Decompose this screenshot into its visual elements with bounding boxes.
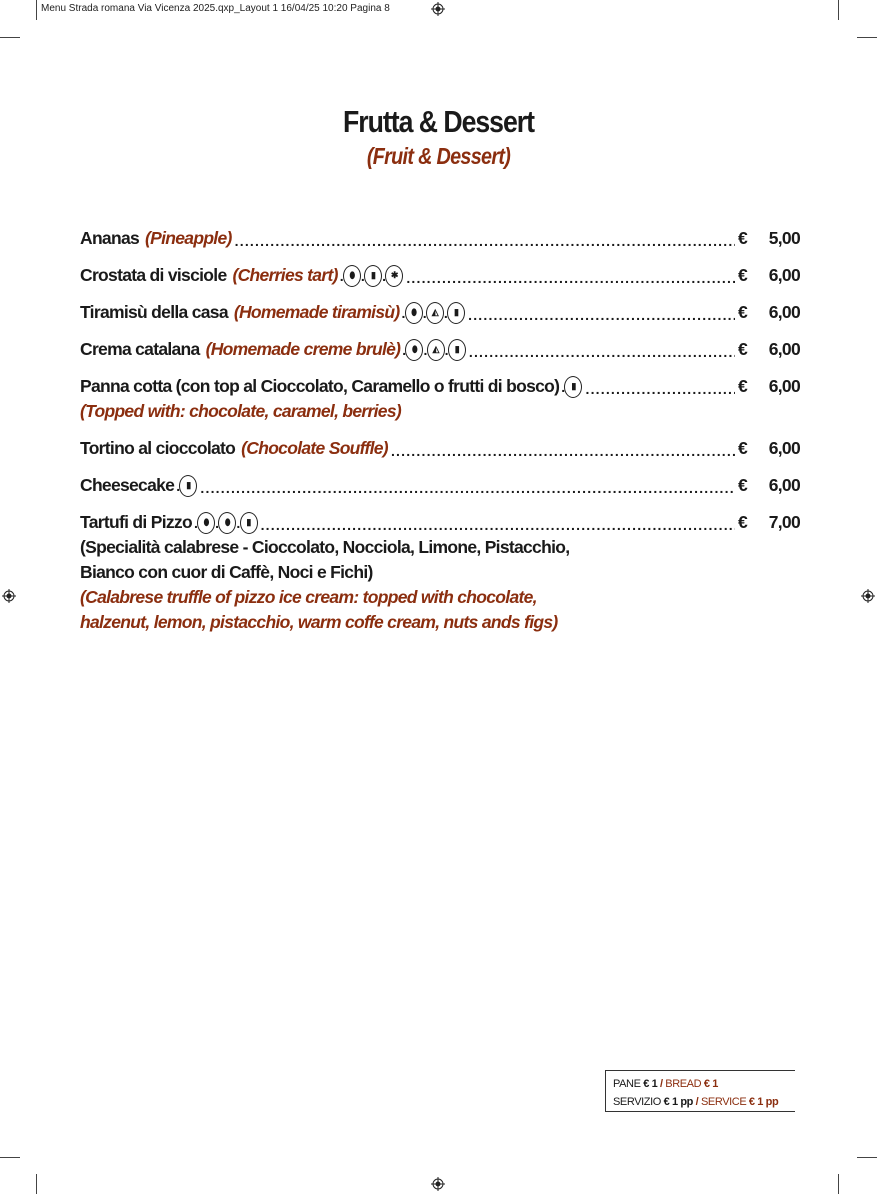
milk-bottle-icon: ▮ xyxy=(364,265,382,287)
menu-item-price: 6,00 xyxy=(768,302,800,322)
dot-separator: . xyxy=(193,514,198,531)
menu-item-description: (Specialità calabrese - Cioccolato, Nocciola, Limone, Pistacchio, xyxy=(80,537,570,557)
menu-item xyxy=(80,436,800,461)
currency-symbol: € xyxy=(738,376,748,396)
menu-item-line xyxy=(80,473,800,498)
menu-item-english-description: (Topped with: chocolate, caramel, berries) xyxy=(80,401,402,421)
egg-icon: ⬮ xyxy=(405,339,423,361)
currency-symbol: € xyxy=(738,265,748,285)
dot-separator: . xyxy=(444,341,448,358)
menu-item xyxy=(80,226,800,251)
crop-mark xyxy=(36,1174,37,1194)
menu-item-name: Crostata di visciole xyxy=(80,265,227,285)
currency-symbol: € xyxy=(738,512,748,532)
menu-item-price: 6,00 xyxy=(768,339,800,359)
menu-item-line xyxy=(80,226,800,251)
registration-mark-icon xyxy=(2,589,16,603)
currency-symbol: € xyxy=(738,302,748,322)
menu-item-english-name: (Cherries tart) xyxy=(232,265,338,285)
menu-item xyxy=(80,473,800,498)
allergen-icons xyxy=(561,376,582,398)
dot-separator: . xyxy=(422,304,426,321)
allergen-icons xyxy=(402,339,466,361)
print-header: Menu Strada romana Via Vicenza 2025.qxp_Layout 1 16/04/25 10:20 Pagina 8 xyxy=(41,3,390,14)
currency-symbol: € xyxy=(738,438,748,458)
menu-item xyxy=(80,510,800,635)
page-subtitle: (Fruit & Dessert) xyxy=(366,143,511,169)
bread-line: PANE € 1 / BREAD € 1 xyxy=(613,1078,718,1090)
egg-icon: ⬮ xyxy=(197,512,215,534)
menu-item-english-name: (Chocolate Souffle) xyxy=(241,438,388,458)
dot-separator: . xyxy=(236,514,240,531)
registration-mark-icon xyxy=(431,2,445,16)
menu-item-name: Crema catalana xyxy=(80,339,200,359)
menu-item-price: 5,00 xyxy=(768,228,800,248)
crop-mark xyxy=(0,1157,20,1158)
egg-icon: ⬮ xyxy=(343,265,361,287)
menu-list xyxy=(80,226,800,647)
menu-item-name: Tiramisù della casa xyxy=(80,302,228,322)
wheat-icon: ✱ xyxy=(385,265,403,287)
page-title: Frutta & Dessert xyxy=(343,104,534,139)
milk-bottle-icon: ▮ xyxy=(564,376,582,398)
allergen-icons xyxy=(402,302,466,324)
allergen-icons xyxy=(340,265,404,287)
dot-leader xyxy=(200,480,735,496)
currency-symbol: € xyxy=(738,475,748,495)
crop-mark xyxy=(857,1157,877,1158)
milk-bottle-icon: ▮ xyxy=(179,475,197,497)
dot-leader xyxy=(469,344,735,360)
menu-item-english-name: (Pineapple) xyxy=(145,228,232,248)
dot-separator: . xyxy=(176,477,180,494)
menu-item-name: Cheesecake xyxy=(80,475,175,495)
crop-mark xyxy=(36,0,37,20)
menu-item-name: Tartufi di Pizzo xyxy=(80,512,192,532)
dot-separator: . xyxy=(402,341,406,358)
currency-symbol: € xyxy=(738,339,748,359)
milk-bottle-icon: ▮ xyxy=(448,339,466,361)
dot-separator: . xyxy=(423,341,427,358)
menu-item-english-name: (Homemade creme brulè) xyxy=(205,339,401,359)
menu-item-english-description: (Calabrese truffle of pizzo ice cream: topped with chocolate, xyxy=(80,587,537,607)
menu-item-line xyxy=(80,436,800,461)
currency-symbol: € xyxy=(738,228,748,248)
menu-item xyxy=(80,337,800,362)
service-line: SERVIZIO € 1 pp / SERVICE € 1 pp xyxy=(613,1096,779,1108)
bread-service-box xyxy=(605,1070,795,1112)
menu-item xyxy=(80,374,800,424)
menu-item-english-description: halzenut, lemon, pistacchio, warm coffe cream, nuts ands figs) xyxy=(80,612,558,632)
dot-separator: . xyxy=(401,304,405,321)
registration-mark-icon xyxy=(861,589,875,603)
crop-mark xyxy=(838,0,839,20)
dot-separator: . xyxy=(360,267,365,284)
menu-item-name: Panna cotta (con top al Cioccolato, Caramello o frutti di bosco) xyxy=(80,376,560,396)
crop-mark xyxy=(857,37,877,38)
dot-leader xyxy=(391,443,735,459)
dot-separator: . xyxy=(382,267,386,284)
menu-item-price: 6,00 xyxy=(768,376,800,396)
nut-icon: ◭ xyxy=(426,302,444,324)
dot-separator: . xyxy=(339,267,343,284)
menu-item xyxy=(80,263,800,288)
menu-item-price: 6,00 xyxy=(768,438,800,458)
registration-mark-icon xyxy=(431,1177,445,1191)
menu-item-name: Ananas xyxy=(80,228,140,248)
menu-item-english-name: (Homemade tiramisù) xyxy=(233,302,400,322)
dot-leader xyxy=(261,517,735,533)
menu-item-price: 6,00 xyxy=(768,265,800,285)
egg-icon: ⬮ xyxy=(405,302,423,324)
dot-leader xyxy=(585,381,735,397)
dot-separator: . xyxy=(443,304,448,321)
menu-item-line xyxy=(80,337,800,362)
milk-bottle-icon: ▮ xyxy=(240,512,258,534)
milk-bottle-icon: ▮ xyxy=(447,302,465,324)
crop-mark xyxy=(838,1174,839,1194)
menu-item-line xyxy=(80,300,800,325)
menu-item-description: Bianco con cuor di Caffè, Noci e Fichi) xyxy=(80,562,373,582)
allergen-icons xyxy=(176,475,197,497)
dot-leader xyxy=(235,233,735,249)
menu-item-line xyxy=(80,510,800,535)
dot-separator: . xyxy=(561,378,565,395)
menu-item-price: 7,00 xyxy=(768,512,800,532)
egg-icon: ⬮ xyxy=(218,512,236,534)
dot-leader xyxy=(468,307,735,323)
menu-item-price: 6,00 xyxy=(768,475,800,495)
nut-icon: ◭ xyxy=(427,339,445,361)
dot-leader xyxy=(406,270,735,286)
dot-separator: . xyxy=(215,514,219,531)
crop-mark xyxy=(0,37,20,38)
menu-item-line xyxy=(80,263,800,288)
menu-item-line xyxy=(80,374,800,399)
menu-item-name: Tortino al cioccolato xyxy=(80,438,236,458)
menu-item xyxy=(80,300,800,325)
allergen-icons xyxy=(194,512,258,534)
